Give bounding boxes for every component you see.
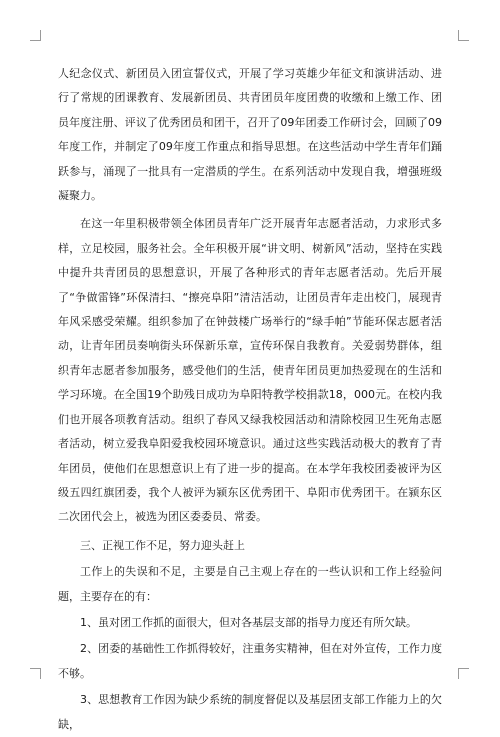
list-item-3: 3、思想教育工作因为缺少系统的制度督促以及基层团支部工作能力上的欠缺， xyxy=(58,693,442,731)
crop-mark-top-left xyxy=(30,30,41,41)
section-heading-shortcomings: 三、正视工作不足，努力迎头赶上 xyxy=(80,538,245,552)
paragraph-continued-activities: 人纪念仪式、新团员入团宣誓仪式，开展了学习英雄少年征文和演讲活动、进行了常规的团课教育、发展新团员、共青团员年度团费的收缴和上缴工作、团员年度注册、评议了优秀团员和团干，召开了09年团委工作研讨会，回顾了09年度工作，并制定了09年度工作重点和指导思想。在这些活动中学生青年们踊跃参与，涌现了一批具有一定潜质的学生。在系列活动中发现自我，增强班级凝聚力。 xyxy=(58,67,442,203)
crop-mark-top-right xyxy=(458,30,469,41)
paragraph-volunteer-activities: 在这一年里积极带领全体团员青年广泛开展青年志愿者活动，力求形式多样，立足校园，服务社会。全年积极开展“讲文明、树新风”活动，坚持在实践中提升共青团员的思想意识，开展了各种形式的青年志愿者活动。先后开展了“争做雷锋”环保清扫、“擦亮阜阳”清洁活动，让团员青年走出校门，展现青年风采感受荣耀。组织参加了在钟鼓楼广场举行的“绿手帕”节能环保志愿者活动，让青年团员奏响街头环保新乐章，宣传环保自我教育。关爱弱势群体，组织青年志愿者参加服务，感受他们的生活，使青年团员更加热爱现在的生活和学习环境。在全国19个助残日成功为阜阳特教学校捐款18，000元。在校内我们也开展各项教育活动。组织了春风又绿我校园活动和清除校园卫生死角志愿者活动，树立爱我阜阳爱我校园环境意识。通过这些实践活动极大的教育了青年团员，使他们在思想意识上有了进一步的提高。在本学年我校团委被评为区级五四红旗团委，我个人被评为颍东区优秀团干、阜阳市优秀团干。在颍东区二次团代会上，被选为团区委委员、常委。 xyxy=(58,217,442,524)
list-item-2: 2、团委的基础性工作抓得较好，注重务实精神，但在对外宣传，工作力度不够。 xyxy=(58,642,442,680)
document-body xyxy=(58,62,442,737)
crop-mark-bottom-left xyxy=(30,668,41,679)
paragraph-shortcomings-intro: 工作上的失误和不足，主要是自己主观上存在的一些认识和工作上经验问题，主要存在的有： xyxy=(58,565,442,603)
list-item-1: 1、虽对团工作抓的面很大，但对各基层支部的指导力度还有所欠缺。 xyxy=(80,615,417,629)
crop-mark-bottom-right xyxy=(458,668,469,679)
